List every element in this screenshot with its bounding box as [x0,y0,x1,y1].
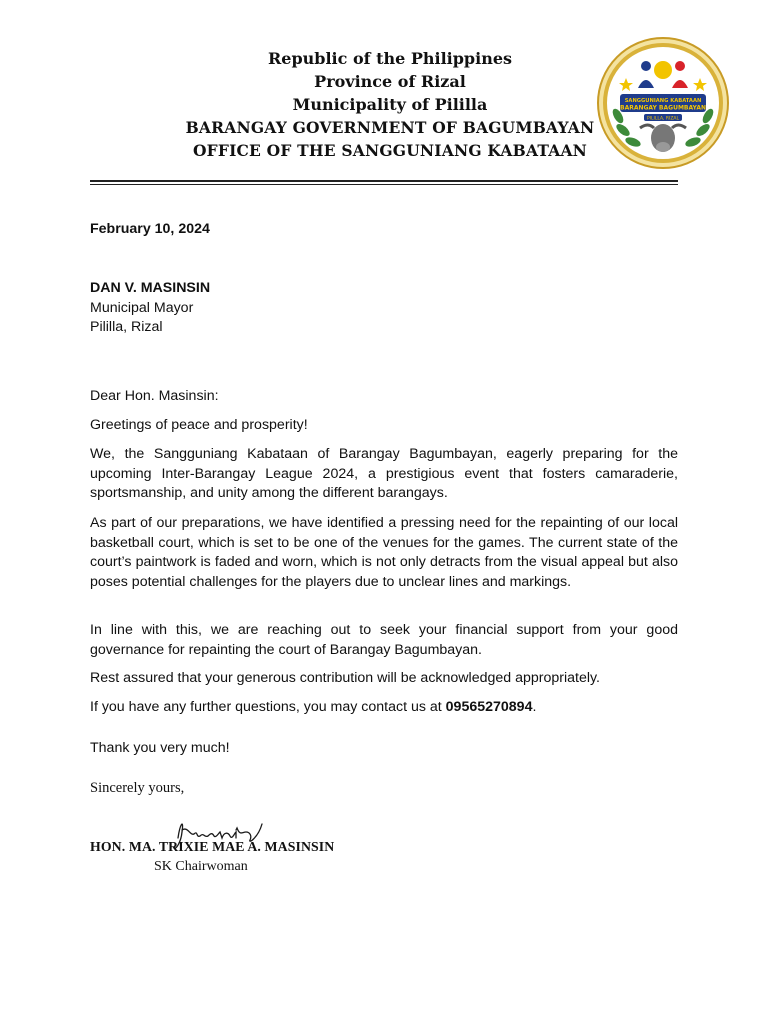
greeting: Greetings of peace and prosperity! [90,417,308,433]
paragraph-request: In line with this, we are reaching out to seek your financial support from your good governance for repainting the court of Barangay Bagumbayan. [90,622,678,658]
closing-line: Sincerely yours, [90,780,185,796]
letterhead-country: Republic of the Philippines [267,49,513,68]
paragraph-need: As part of our preparations, we have identified a pressing need for the repainting of our local basketball court, which is set to be one of the venues for the games. The current state of the court’s paintwork is faded and worn, which is not only detracts from the visual appeal but also poses potential challenges for the players due to unclear lines and markings. [90,515,678,590]
paragraph-assurance: Rest assured that your generous contribution will be acknowledged appropriately. [90,670,600,686]
seal-ring-text: SANGGUNIANG KABATAAN [624,98,702,104]
letter-date: February 10, 2024 [90,221,210,237]
recipient-title: Municipal Mayor [90,299,194,316]
letterhead-barangay: BARANGAY GOVERNMENT OF BAGUMBAYAN [185,118,595,137]
signer-name: HON. MA. TRIXIE MAE A. MASINSIN [90,839,335,854]
thanks-line: Thank you very much! [90,740,230,756]
seal-sub-text: PILILLA, RIZAL [646,116,680,122]
contact-suffix: . [532,699,537,715]
contact-number: 09565270894 [445,699,533,715]
recipient-place: Pililla, Rizal [90,319,163,335]
signer-position: SK Chairwoman [154,859,248,874]
header-divider-thin [90,184,678,185]
seal-center-text: BARANGAY BAGUMBAYAN [620,104,706,112]
salutation: Dear Hon. Masinsin: [90,388,219,404]
header-divider-thick [90,180,678,182]
recipient-address [90,279,678,338]
paragraph-contact [90,698,678,718]
sk-seal-logo [596,36,730,170]
letterhead-office: OFFICE OF THE SANGGUNIANG KABATAAN [192,141,588,160]
recipient-name: DAN V. MASINSIN [90,280,211,296]
contact-text: If you have any further questions, you may contact us at [90,699,446,715]
letterhead [150,47,630,162]
paragraph-intro: We, the Sangguniang Kabataan of Barangay Bagumbayan, eagerly preparing for the upcoming Inter-Barangay League 2024, a prestigious event that fosters camaraderie, sportsmanship, and unity among the different barangays. [90,446,678,501]
letterhead-municipality: Municipality of Pililla [292,95,488,114]
letterhead-province: Province of Rizal [314,72,466,91]
